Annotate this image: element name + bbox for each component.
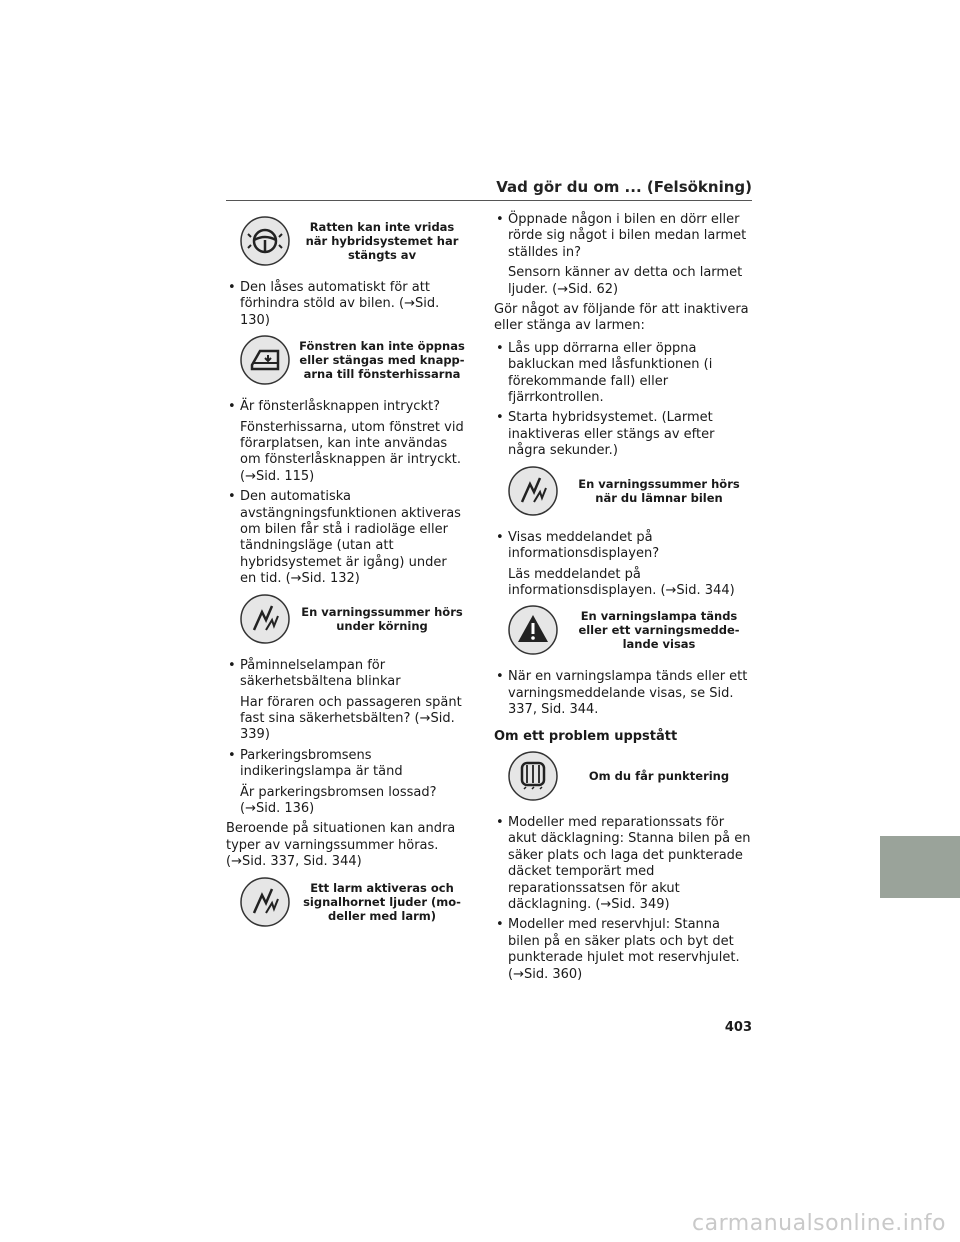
left-column: [226, 210, 466, 941]
right-bullet-3: • Starta hybridsystemet. (Larmet inaktiveras eller stängs av efter några sekunder.): [494, 410, 752, 459]
right-bullet-1: • Öppnade någon i bilen en dörr eller rörde sig något i bilen medan larmet ställdes in?: [494, 212, 752, 261]
problem-steering-caption: Ratten kan inte vridas när hybridsystemet har stängts av: [305, 220, 459, 262]
left-bullet-4: • Påminnelselampan för säkerhetsbältena blinkar: [226, 658, 466, 691]
section-heading: Om ett problem uppstått: [494, 728, 678, 744]
warning-buzzer-icon: [240, 594, 290, 644]
left-bullet-4-detail: Har föraren och passageren spänt fast sina säkerhetsbälten? (→Sid. 339): [240, 694, 462, 743]
left-bullet-3: • Den automatiska avstängningsfunktionen aktiveras om bilen får stå i radioläge eller tändningsläge (utan att hybridsystemet är igång) under en tid. (→Sid. 132): [226, 489, 466, 587]
left-bullet-1: • Den låses automatiskt för att förhindra stöld av bilen. (→Sid. 130): [226, 280, 466, 329]
window-lock-icon: [240, 335, 290, 385]
warning-triangle-icon: [508, 605, 558, 655]
right-bullet-1-detail: Sensorn känner av detta och larmet ljuder. (→Sid. 62): [508, 265, 743, 297]
problem-buzzer-leave-caption: En varningssummer hörs när du lämnar bilen: [578, 476, 740, 505]
left-bullet-5-detail: Är parkeringsbromsen lossad? (→Sid. 136): [240, 784, 437, 816]
page-header-title: Vad gör du om ... (Felsökning): [496, 178, 752, 196]
problem-alarm: [226, 877, 466, 927]
problem-buzzer-driving-caption: En varningssummer hörs under körning: [301, 604, 463, 633]
problem-buzzer-driving: [226, 594, 466, 644]
alarm-horn-icon: [240, 877, 290, 927]
left-bullet-5: • Parkeringsbromsens indikeringslampa är tänd: [226, 748, 466, 781]
problem-alarm-caption: Ett larm aktiveras och signalhornet ljuder (mo-deller med larm): [303, 880, 461, 923]
problem-flat-tire: [494, 751, 752, 801]
flat-tire-icon: [508, 751, 558, 801]
problem-warning-light-caption: En varningslampa tänds eller ett varningsmedde-lande visas: [578, 609, 740, 652]
right-bullet-4: • Visas meddelandet på informationsdisplayen?: [494, 530, 752, 563]
header-rule: [226, 200, 752, 201]
problem-warning-light: [494, 605, 752, 655]
left-bullet-2-detail: Fönsterhissarna, utom fönstret vid förarplatsen, kan inte användas om fönsterlåsknappen är intryckt. (→Sid. 115): [240, 419, 464, 484]
watermark: carmanualsonline.info: [692, 1211, 946, 1236]
problem-steering: [226, 216, 466, 266]
left-paragraph-1: Beroende på situationen kan andra typer av varningssummer höras. (→Sid. 337, Sid. 344): [226, 821, 456, 870]
leave-car-buzzer-icon: [508, 466, 558, 516]
right-bullet-5: • När en varningslampa tänds eller ett varningsmeddelande visas, se Sid. 337, Sid. 344.: [494, 669, 752, 718]
problem-buzzer-leave: [494, 466, 752, 516]
left-bullet-2: • Är fönsterlåsknappen intryckt?: [226, 399, 466, 415]
right-bullet-6: • Modeller med reparationssats för akut däcklagning: Stanna bilen på en säker plats och laga det punkterade däcket temporärt med reparationssatsen för akut däcklagning. (→Sid. 349): [494, 815, 752, 913]
page-number: 403: [724, 1020, 752, 1035]
steering-lock-icon: [240, 216, 290, 266]
right-bullet-7: • Modeller med reservhjul: Stanna bilen på en säker plats och byt det punkterade hjulet mot reservhjulet. (→Sid. 360): [494, 917, 752, 983]
problem-flat-tire-caption: Om du får punktering: [588, 768, 730, 783]
right-paragraph-1: Gör något av följande för att inaktivera eller stänga av larmen:: [494, 302, 749, 334]
right-column: [494, 210, 752, 987]
chapter-tab: [880, 836, 960, 898]
problem-windows: [226, 335, 466, 385]
right-bullet-4-detail: Läs meddelandet på informationsdisplayen. (→Sid. 344): [508, 566, 735, 598]
right-bullet-2: • Lås upp dörrarna eller öppna bakluckan med låsfunktionen (i förekommande fall) eller fjärrkontrollen.: [494, 341, 752, 407]
problem-windows-caption: Fönstren kan inte öppnas eller stängas med knapp-arna till fönsterhissarna: [299, 339, 465, 382]
